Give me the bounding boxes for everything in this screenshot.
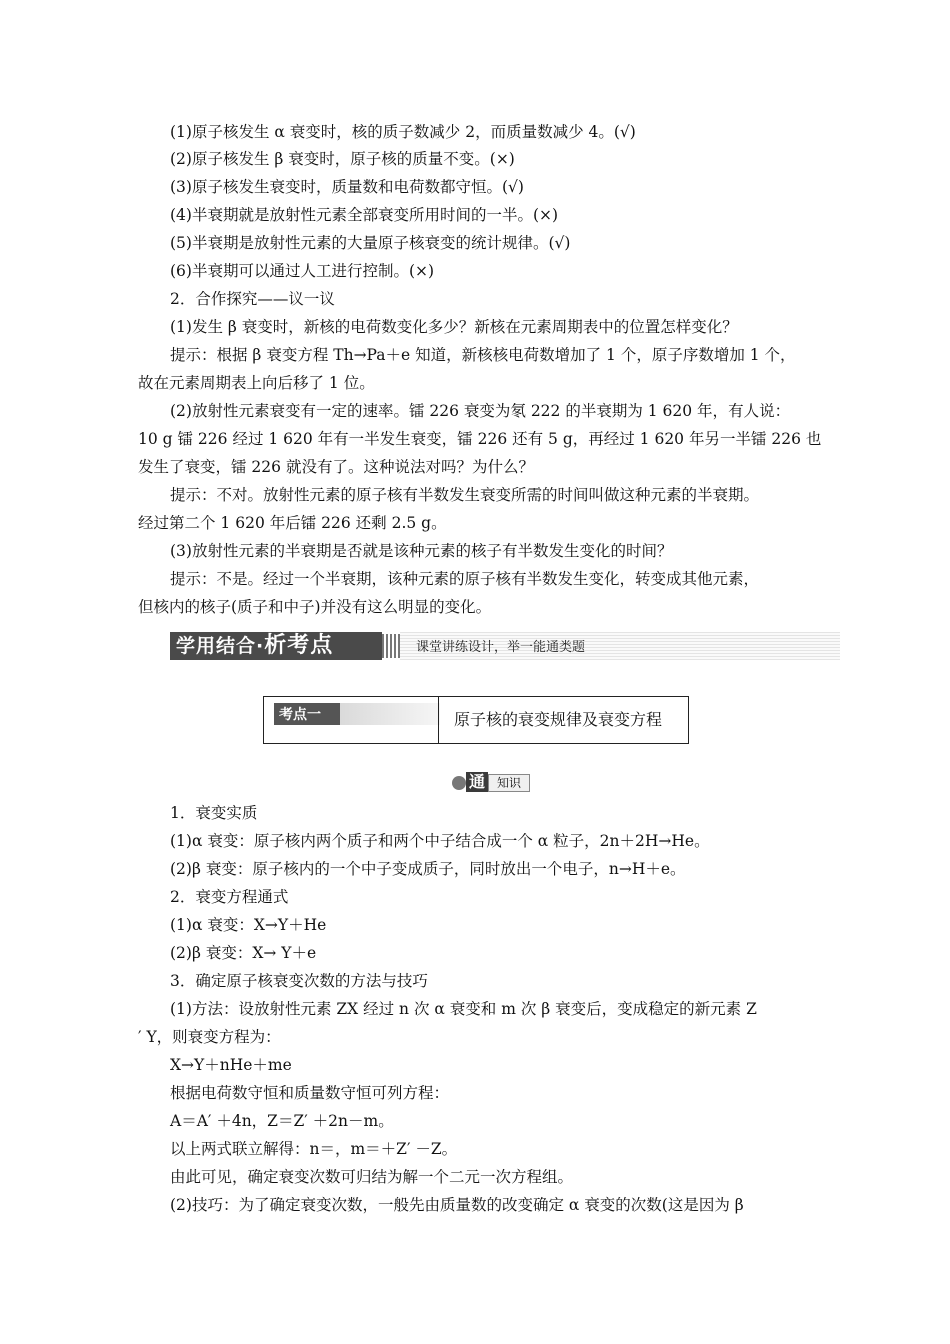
section-banner <box>170 632 840 660</box>
heading-decay-essence: 1．衰变实质 <box>170 804 258 822</box>
judgement-3: (3)原子核发生衰变时，质量数和电荷数都守恒。(√) <box>170 178 524 196</box>
heading-decay-count: 3．确定原子核衰变次数的方法与技巧 <box>170 972 428 990</box>
alpha-decay-essence: (1)α 衰变：原子核内两个质子和两个中子结合成一个 α 粒子，2n＋2H→He。 <box>170 832 710 850</box>
method-line-2: ′ Y，则衰变方程为： <box>138 1028 281 1046</box>
heading-general-equation: 2．衰变方程通式 <box>170 888 289 906</box>
banner-title-part1: 学用结合· <box>176 635 265 657</box>
solution-line: 以上两式联立解得：n＝，m＝＋Z′ －Z。 <box>170 1140 458 1158</box>
conservation-intro: 根据电荷数守恒和质量数守恒可列方程： <box>170 1084 450 1102</box>
hint-2-line-2: 经过第二个 1 620 年后镭 226 还剩 2.5 g。 <box>138 514 447 532</box>
question-2-line-2: 10 g 镭 226 经过 1 620 年有一半发生衰变，镭 226 还有 5 g，再经过 1 620 年另一半镭 226 也 <box>138 430 822 448</box>
heart-icon <box>452 776 466 790</box>
alpha-equation: (1)α 衰变：X→Y＋He <box>170 916 327 934</box>
tongzhishi-big: 通 <box>466 772 488 792</box>
tongzhishi-small: 知识 <box>488 774 530 792</box>
method-line-1: (1)方法：设放射性元素 ZX 经过 n 次 α 衰变和 m 次 β 衰变后，变成稳定的新元素 Z <box>170 1000 757 1018</box>
topic-tag <box>274 703 340 725</box>
banner-title-part2: 析考点 <box>264 633 334 658</box>
judgement-4: (4)半衰期就是放射性元素全部衰变所用时间的一半。(×) <box>170 206 559 224</box>
hint-1-line-1: 提示：根据 β 衰变方程 Th→Pa＋e 知道，新核核电荷数增加了 1 个，原子序数增加 1 个， <box>170 346 796 364</box>
question-2-line-1: (2)放射性元素衰变有一定的速率。镭 226 衰变为氡 222 的半衰期为 1 620 年，有人说： <box>170 402 791 420</box>
conclusion-line: 由此可见，确定衰变次数可归结为解一个二元一次方程组。 <box>170 1168 574 1186</box>
question-3: (3)放射性元素的半衰期是否就是该种元素的核子有半数发生变化的时间？ <box>170 542 673 560</box>
banner-title <box>176 634 333 658</box>
topic-title: 原子核的衰变规律及衰变方程 <box>454 710 663 729</box>
question-1: (1)发生 β 衰变时，新核的电荷数变化多少？新核在元素周期表中的位置怎样变化？ <box>170 318 738 336</box>
topic-tag-label: 考点一 <box>279 707 321 723</box>
judgement-5: (5)半衰期是放射性元素的大量原子核衰变的统计规律。(√) <box>170 234 571 252</box>
banner-title-block <box>170 632 382 660</box>
heading-discussion: 2．合作探究——议一议 <box>170 290 335 308</box>
technique-line: (2)技巧：为了确定衰变次数，一般先由质量数的改变确定 α 衰变的次数(这是因为 β <box>170 1196 744 1214</box>
beta-decay-essence: (2)β 衰变：原子核内的一个中子变成质子，同时放出一个电子，n→H＋e。 <box>170 860 686 878</box>
topic-tag-tail <box>340 703 440 725</box>
hint-3-line-1: 提示：不是。经过一个半衰期，该种元素的原子核有半数发生变化，转变成其他元素， <box>170 570 760 588</box>
judgement-2: (2)原子核发生 β 衰变时，原子核的质量不变。(×) <box>170 150 515 168</box>
judgement-6: (6)半衰期可以通过人工进行控制。(×) <box>170 262 435 280</box>
question-2-line-3: 发生了衰变，镭 226 就没有了。这种说法对吗？为什么？ <box>138 458 534 476</box>
banner-subtitle: 课堂讲练设计，举一能通类题 <box>416 640 586 655</box>
topic-box-divider <box>438 697 439 743</box>
beta-equation: (2)β 衰变：X→ Y＋e <box>170 944 317 962</box>
topic-box <box>263 696 689 744</box>
hint-1-line-2: 故在元素周期表上向后移了 1 位。 <box>138 374 375 392</box>
hint-3-line-2: 但核内的核子(质子和中子)并没有这么明显的变化。 <box>138 598 492 616</box>
conservation-equations: A＝A′ ＋4n，Z＝Z′ ＋2n－m。 <box>170 1112 394 1130</box>
judgement-1: (1)原子核发生 α 衰变时，核的质子数减少 2，而质量数减少 4。(√) <box>170 123 636 141</box>
general-decay-equation: X→Y＋nHe＋me <box>170 1056 292 1074</box>
banner-subtitle-block <box>400 632 840 660</box>
banner-stripe <box>382 634 400 658</box>
hint-2-line-1: 提示：不对。放射性元素的原子核有半数发生衰变所需的时间叫做这种元素的半衰期。 <box>170 486 760 504</box>
